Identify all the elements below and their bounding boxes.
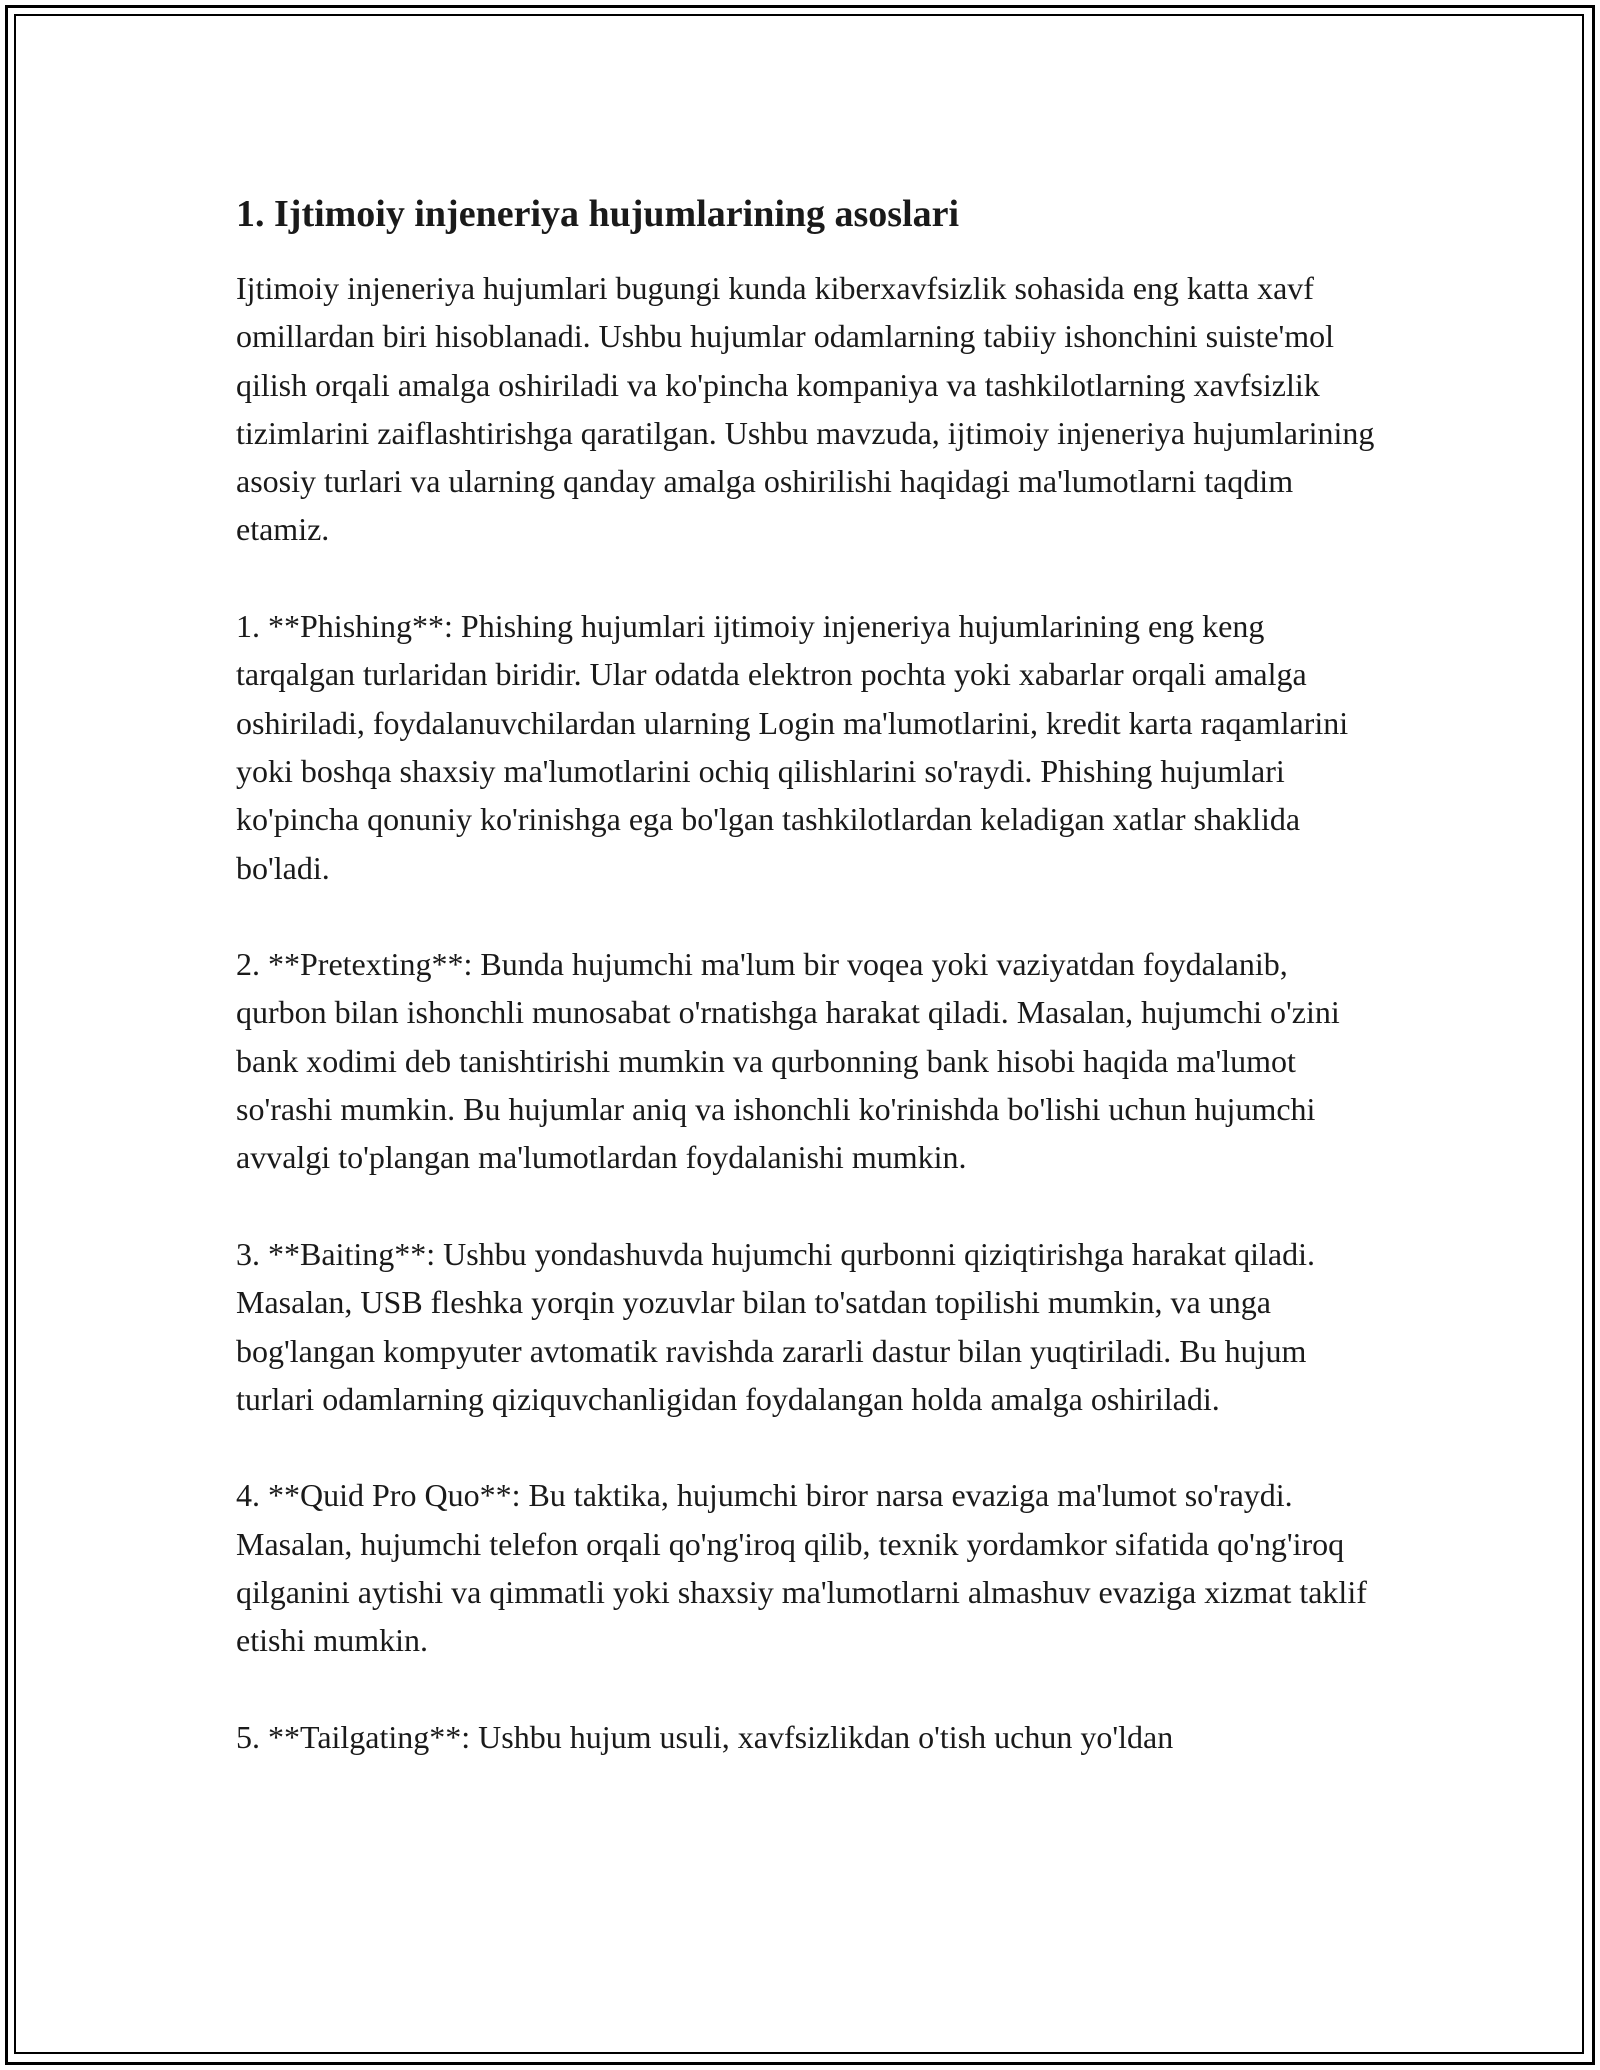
paragraph-phishing: 1. **Phishing**: Phishing hujumlari ijtimoiy injeneriya hujumlarining eng keng tarqalgan turlaridan biridir. Ular odatda elektron pochta yoki xabarlar orqali amalga oshiriladi, foydalanuvchilardan ularning Login ma'lumotlarini, kredit karta raqamlarini yoki boshqa shaxsiy ma'lumotlarini ochiq qilishlarini so'raydi. Phishing hujumlari ko'pincha qonuniy ko'rinishga ega bo'lgan tashkilotlardan keladigan xatlar shaklida bo'ladi. — [236, 608, 1349, 886]
paragraph-intro: Ijtimoiy injeneriya hujumlari bugungi kunda kiberxavfsizlik sohasida eng katta xavf omillardan biri hisoblanadi. Ushbu hujumlar odamlarning tabiiy ishonchini suiste'mol qilish orqali amalga oshiriladi va ko'pincha kompaniya va tashkilotlarning xavfsizlik tizimlarini zaiflashtirishga qaratilgan. Ushbu mavzuda, ijtimoiy injeneriya hujumlarining asosiy turlari va ularning qanday amalga oshirilishi haqidagi ma'lumotlarni taqdim etamiz. — [236, 270, 1375, 548]
document-body — [236, 188, 1386, 1810]
paragraph-pretexting: 2. **Pretexting**: Bunda hujumchi ma'lum bir voqea yoki vaziyatdan foydalanib, qurbon bilan ishonchli munosabat o'rnatishga harakat qiladi. Masalan, hujumchi o'zini bank xodimi deb tanishtirishi mumkin va qurbonning bank hisobi haqida ma'lumot so'rashi mumkin. Bu hujumlar aniq va ishonchli ko'rinishda bo'lishi uchun hujumchi avvalgi to'plangan ma'lumotlardan foydalanishi mumkin. — [236, 946, 1340, 1176]
paragraph-tailgating: 5. **Tailgating**: Ushbu hujum usuli, xavfsizlikdan o'tish uchun yo'ldan — [236, 1718, 1174, 1755]
paragraph-quid-pro-quo: 4. **Quid Pro Quo**: Bu taktika, hujumchi biror narsa evaziga ma'lumot so'raydi. Masalan, hujumchi telefon orqali qo'ng'iroq qilib, texnik yordamkor sifatida qo'ng'iroq qilganini aytishi va qimmatli yoki shaxsiy ma'lumotlarni almashuv evaziga xizmat taklif etishi mumkin. — [236, 1477, 1367, 1659]
document-title: 1. Ijtimoiy injeneriya hujumlarining asoslari — [236, 193, 960, 235]
paragraph-baiting: 3. **Baiting**: Ushbu yondashuvda hujumchi qurbonni qiziqtirishga harakat qiladi. Masalan, USB fleshka yorqin yozuvlar bilan to'satdan topilishi mumkin, va unga bog'langan kompyuter avtomatik ravishda zararli dastur bilan yuqtiriladi. Bu hujum turlari odamlarning qiziquvchanligidan foydalangan holda amalga oshiriladi. — [236, 1235, 1315, 1417]
